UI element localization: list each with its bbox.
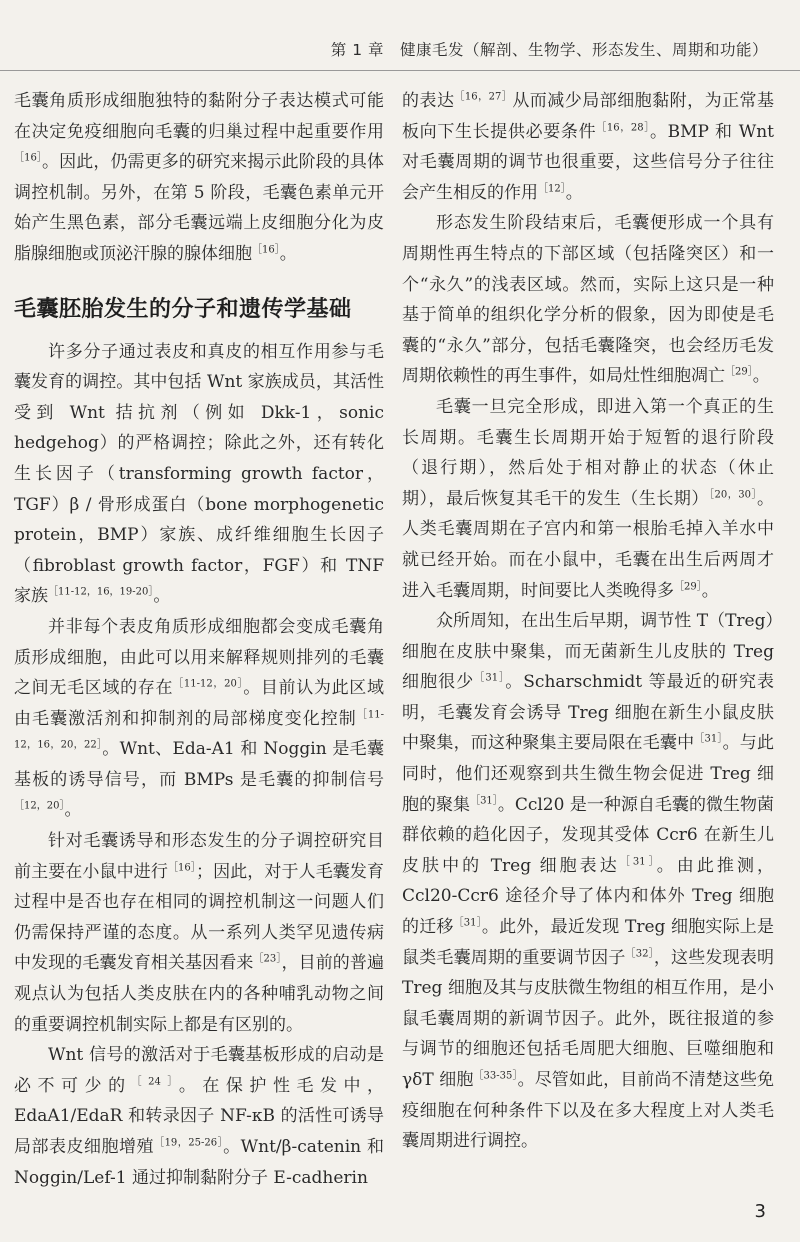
citation: ［16］ bbox=[252, 244, 280, 256]
citation: ［16，28］ bbox=[596, 121, 650, 133]
citation: ［23］ bbox=[253, 953, 282, 965]
paragraph-molecules: 许多分子通过表皮和真皮的相互作用参与毛囊发育的调控。其中包括 Wnt 家族成员，其活性受到 Wnt 拮抗剂（例如 Dkk-1，sonic hedgehog）的严格调控；除此之外，还有转化生长因子（transforming growth factor，TGF）β / 骨形成蛋白（bone morphogenetic protein，BMP）家族、成纤维细胞生长因子（fibroblast growth factor，FGF）和 TNF 家族$^{[11-12,16,19-20]}$。 bbox=[14, 341, 384, 607]
paragraph-hairless-regions: 并非每个表皮角质形成细胞都会变成毛囊角质形成细胞，由此可以用来解释规则排列的毛囊之间无毛区域的存在$^{[11-12,20]}$。目前认为此区域由毛囊激活剂和抑制剂的局部梯度变化控制$^{[11-12,16,20,22]}$。Wnt、Eda-A1 和 Noggin 是毛囊基板的诱导信号，而 BMPs 是毛囊的抑制信号$^{[12,20]}$。 bbox=[14, 616, 385, 821]
citation: ［20，30］ bbox=[708, 489, 758, 501]
citation: ［31］ bbox=[453, 917, 482, 929]
citation: ［31］ bbox=[694, 733, 723, 745]
left-column bbox=[14, 86, 384, 1193]
paragraph-treg-cells: 众所周知，在出生后早期，调节性 T（Treg）细胞在皮肤中聚集，而无菌新生儿皮肤的 Treg 细胞很少$^{[31]}$。Scharschmidt 等最近的研究表明，毛囊发育会诱导 Treg 细胞在新生小鼠皮肤中聚集，而这种聚集主要局限在毛囊中$^{[31]}$。与此同时，他们还观察到共生微生物会促进 Treg 细胞的聚集$^{[31]}$。Ccl20 是一种源自毛囊的微生物菌群依赖的趋化因子，发现其受体 Ccr6 在新生儿皮肤中的 Treg 细胞表达$^{[31]}$。由此推测，Ccl20-Ccr6 途径介导了体内和体外 Treg 细胞的迁移$^{[31]}$。此外，最近发现 Treg 细胞实际上是鼠类毛囊周期的重要调节因子$^{[32]}$，这些发现表明 Treg 细胞及其与皮肤微生物组的相互作用，是小鼠毛囊周期的新调节因子。此外，既往报道的参与调节的细胞还包括毛周肥大细胞、巨噬细胞和 γδT 细胞$^{[33-35]}$。尽管如此，目前尚不清楚这些免疫细胞在何种条件下以及在多大程度上对人类毛囊周期进行调控。 bbox=[402, 611, 775, 1152]
continued-paragraph: 的表达$^{[16,27]}$从而减少局部细胞黏附，为正常基板向下生长提供必要条件$^{[16,28]}$。BMP 和 Wnt 对毛囊周期的调节也很重要，这些信号分子往往会产生相反的作用$^{[12]}$。 bbox=[402, 91, 775, 203]
intro-paragraph: 毛囊角质形成细胞独特的黏附分子表达模式可能在决定免疫细胞向毛囊的归巢过程中起重要作用$^{[16]}$。因此，仍需更多的研究来揭示此阶段的具体调控机制。另外，在第 5 阶段，毛囊色素单元开始产生黑色素，部分毛囊远端上皮细胞分化为皮脂腺细胞或顶泌汗腺的腺体细胞$^{[16]}$。 bbox=[14, 91, 385, 264]
citation: ［32］ bbox=[625, 947, 654, 959]
citation: ［19，25-26］ bbox=[154, 1137, 224, 1149]
citation: ［24］ bbox=[131, 1076, 179, 1088]
citation: ［31］ bbox=[474, 672, 506, 684]
paragraph-morphogenesis-end: 形态发生阶段结束后，毛囊便形成一个具有周期性再生特点的下部区域（包括隆突区）和一个“永久”的浅表区域。然而，实际上这只是一种基于简单的组织化学分析的假象，因为即使是毛囊的“永久”部分，包括毛囊隆突，也会经历毛发周期依赖性的再生事件，如局灶性细胞凋亡$^{[29]}$。 bbox=[402, 213, 774, 387]
citation: ［31］ bbox=[619, 856, 657, 868]
citation: ［16］ bbox=[167, 862, 196, 873]
paragraph-growth-cycle: 毛囊一旦完全形成，即进入第一个真正的生长周期。毛囊生长周期开始于短暂的退行阶段（退行期），然后处于相对静止的状态（休止期），最后恢复其毛干的发生（生长期）$^{[20,30]}$。人类毛囊周期在子宫内和第一根胎毛掉入羊水中就已经开始。而在小鼠中，毛囊在出生后两周才进入毛囊周期，时间要比人类晚得多$^{[29]}$。 bbox=[402, 396, 775, 601]
citation: ［31］ bbox=[470, 795, 498, 806]
header-divider bbox=[0, 70, 800, 71]
citation: ［11-12，16，19-20］ bbox=[48, 586, 154, 598]
page-number: 3 bbox=[754, 1201, 766, 1222]
citation: ［16，27］ bbox=[454, 91, 513, 103]
citation: ［29］ bbox=[725, 366, 753, 378]
citation: ［12，20］ bbox=[14, 800, 65, 812]
right-column bbox=[402, 86, 774, 1157]
paragraph-mouse-studies: 针对毛囊诱导和形态发生的分子调控研究目前主要在小鼠中进行$^{[16]}$；因此，对于人毛囊发育过程中是否也存在相同的调控机制这一问题人们仍需保持严谨的态度。从一系列人类罕见遗传病中发现的毛囊发育相关基因看来$^{[23]}$，目前的普遍观点认为包括人类皮肤在内的各种哺乳动物之间的重要调控机制实际上都是有区别的。 bbox=[14, 831, 385, 1035]
citation: ［11-12，20］ bbox=[173, 678, 244, 690]
citation: ［29］ bbox=[674, 580, 702, 592]
citation: ［11-12，16，20，22］ bbox=[14, 709, 385, 751]
citation: ［33-35］ bbox=[473, 1070, 518, 1082]
section-heading: 毛囊胚胎发生的分子和遗传学基础 bbox=[14, 296, 352, 322]
citation: ［16］ bbox=[14, 152, 43, 164]
chapter-header: 第 1 章 健康毛发（解剖、生物学、形态发生、周期和功能） bbox=[330, 41, 768, 59]
citation: ［12］ bbox=[538, 183, 566, 195]
paragraph-wnt-signal: Wnt 信号的激活对于毛囊基板形成的启动是必不可少的$^{[24]}$。在保护性毛发中，EdaA1/EdaR 和转录因子 NF-κB 的活性可诱导局部表皮细胞增殖$^{[19,25-26]}$。Wnt/β-catenin 和 Noggin/Lef-1 通过抑制黏附分子 E-cadherin bbox=[14, 1045, 385, 1188]
